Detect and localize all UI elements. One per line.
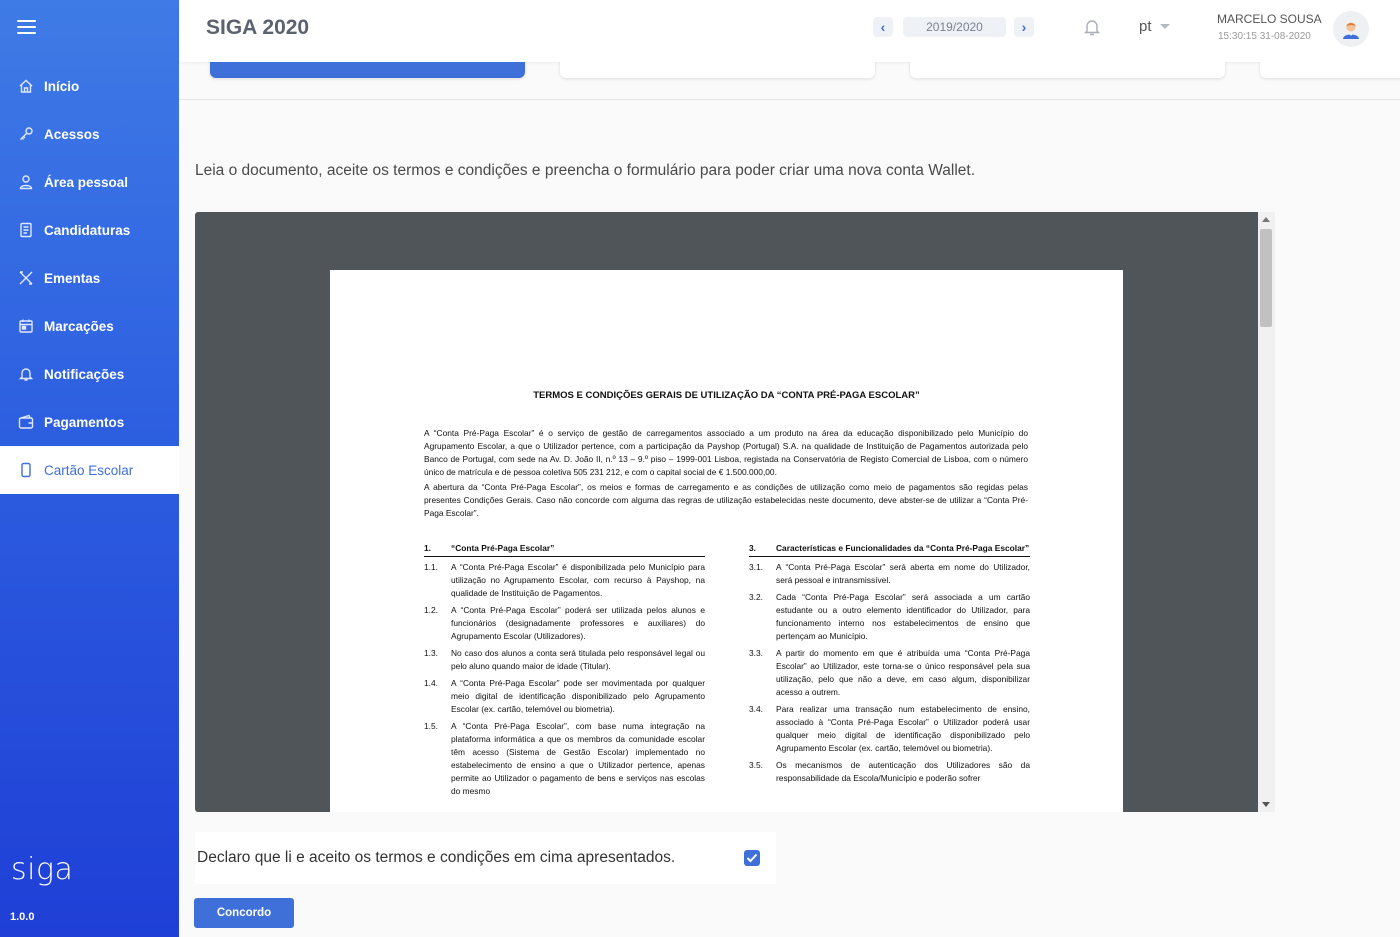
clause-number: 3.2. [749, 592, 763, 602]
calendar-icon [18, 318, 34, 334]
terms-agreement-box [195, 832, 776, 884]
clause [424, 677, 705, 716]
clause-text: Os mecanismos de autenticação dos Utilizadores são da responsabilidade da Escola/Município e poderão sofrer [776, 760, 1030, 783]
menu-icon[interactable] [17, 20, 36, 35]
terms-checkbox[interactable] [744, 850, 760, 866]
pdf-viewer[interactable] [195, 212, 1258, 812]
document-column-left [424, 542, 705, 802]
clause-number: 3.4. [749, 704, 763, 714]
sidebar-item-label: Cartão Escolar [44, 462, 134, 478]
previous-year-button[interactable] [873, 17, 893, 37]
sidebar-item-candidaturas[interactable] [0, 206, 179, 254]
sidebar-nav [0, 62, 179, 494]
section-title: “Conta Pré-Paga Escolar” [451, 543, 555, 553]
clause [424, 604, 705, 643]
clause-text: A “Conta Pré-Paga Escolar”, com base numa integração na plataforma informática a que os membros da comunidade escolar têm acesso (Sistema de Gestão Escolar) implementado no estabelecimento de ensino a que o Utilizador pertence, apenas permite ao Utilizador o pagamento de bens e serviços nas escolas do mesmo [451, 721, 705, 796]
avatar[interactable] [1333, 11, 1369, 47]
document-paragraph: A “Conta Pré-Paga Escolar” é o serviço de gestão de carregamentos associado a um produto na área da educação disponibilizado pelo Município do Agrupamento Escolar, a que o Utilizador pertence, com a participação da Payshop (Portugal) S.A. na qualidade de Instituição de Pagamentos autorizada pelo Banco de Portugal, com sede na Av. D. João II, n.º 13 – 9.º piso – 1999-001 Lisboa, registada na Conservatória de Registo Comercial de Lisboa, com o número único de matrícula e de pessoa coletiva 505 231 212, e com o capital social de € 1.500.000,00. [424, 428, 1028, 477]
clause-number: 1.5. [424, 721, 438, 731]
summary-card[interactable] [910, 62, 1225, 78]
chevron-left-icon: ‹ [880, 19, 886, 35]
language-select[interactable] [1139, 18, 1170, 35]
sidebar-item-label: Notificações [44, 366, 125, 382]
sidebar-item-area-pessoal[interactable] [0, 158, 179, 206]
clause-number: 3.1. [749, 562, 763, 572]
sidebar-item-ementas[interactable] [0, 254, 179, 302]
section-title: Características e Funcionalidades da “Conta Pré-Paga Escolar” [776, 543, 1030, 553]
brand-logo: siga [11, 852, 74, 887]
user-icon [18, 174, 34, 190]
clause-text: Para realizar uma transação num estabelecimento de ensino, associado à “Conta Pré-Paga Escolar” o Utilizador poderá usar qualquer meio digital de identificação disponibilizado pelo Agrupamento Escolar (ex. cartão, telemóvel ou biometria). [776, 704, 1030, 753]
sidebar-item-pagamentos[interactable] [0, 398, 179, 446]
pdf-page [330, 270, 1123, 812]
language-value: pt [1139, 18, 1152, 35]
home-icon [18, 78, 34, 94]
clause-number: 1.2. [424, 605, 438, 615]
notifications-bell-icon[interactable] [1082, 17, 1102, 37]
chevron-right-icon: › [1021, 19, 1027, 35]
clause-text: A “Conta Pré-Paga Escolar” poderá ser utilizada pelos alunos e funcionários (designadamente professores e auxiliares) do Agrupamento Escolar (Utilizadores). [451, 605, 705, 641]
user-timestamp: 15:30:15 31-08-2020 [1218, 31, 1311, 42]
section-number: 1. [424, 543, 431, 553]
sidebar-item-inicio[interactable] [0, 62, 179, 110]
clause-number: 3.3. [749, 648, 763, 658]
clause-text: A partir do momento em que é atribuída uma “Conta Pré-Paga Escolar” ao Utilizador, este torna-se o único responsável pela sua utilização, pelo que não a deve, em caso algum, disponibilizar acesso a outrem. [776, 648, 1030, 697]
pdf-scrollbar[interactable] [1258, 212, 1275, 812]
page-title: SIGA 2020 [206, 16, 310, 39]
summary-card-active[interactable] [210, 62, 525, 78]
summary-card[interactable] [1260, 62, 1400, 78]
section-number: 3. [749, 543, 756, 553]
sidebar-item-cartao-escolar[interactable] [0, 446, 179, 494]
sidebar-item-label: Pagamentos [44, 414, 125, 430]
user-name: MARCELO SOUSA [1217, 12, 1322, 26]
document-icon [18, 222, 34, 238]
summary-card[interactable] [560, 62, 875, 78]
key-icon [18, 126, 34, 142]
checkmark-icon [746, 853, 758, 863]
sidebar-item-label: Ementas [44, 270, 101, 286]
clause [424, 561, 705, 600]
top-cards-strip [179, 62, 1400, 100]
sidebar-item-label: Início [44, 78, 80, 94]
document-title: TERMOS E CONDIÇÕES GERAIS DE UTILIZAÇÃO DA “CONTA PRÉ-PAGA ESCOLAR” [533, 390, 920, 401]
section-heading [749, 542, 1030, 557]
clause [749, 561, 1030, 587]
clause [424, 720, 705, 798]
sidebar-item-label: Candidaturas [44, 222, 131, 238]
sidebar-item-label: Marcações [44, 318, 114, 334]
sidebar [0, 0, 179, 937]
clause-number: 1.1. [424, 562, 438, 572]
school-year-display: 2019/2020 [903, 17, 1006, 37]
clause-number: 3.5. [749, 760, 763, 770]
clause [749, 647, 1030, 699]
clause-number: 1.4. [424, 678, 438, 688]
sidebar-item-marcacoes[interactable] [0, 302, 179, 350]
next-year-button[interactable] [1014, 17, 1034, 37]
app-version: 1.0.0 [10, 911, 35, 923]
clause-number: 1.3. [424, 648, 438, 658]
sidebar-item-label: Acessos [44, 126, 100, 142]
clause-text: Cada “Conta Pré-Paga Escolar” será associada a um cartão estudante ou a outro elemento identificador do Utilizador, para funcionamento interno nos estabelecimentos de ensino que pertençam ao Município. [776, 592, 1030, 641]
bell-icon [18, 366, 34, 382]
card-icon [18, 462, 34, 478]
section-heading [424, 542, 705, 557]
terms-agreement-label: Declaro que li e aceito os termos e condições em cima apresentados. [197, 849, 676, 866]
scroll-up-icon[interactable] [1262, 217, 1270, 222]
caret-down-icon [1160, 24, 1170, 29]
agree-button[interactable]: Concordo [194, 898, 294, 928]
sidebar-item-acessos[interactable] [0, 110, 179, 158]
document-column-right [749, 542, 1030, 789]
clause [749, 703, 1030, 755]
document-paragraph: A abertura da “Conta Pré-Paga Escolar”, os meios e formas de carregamento e as condições de utilização como meio de pagamentos são regidas pelas presentes Condições Gerais. Caso não concorde com alguma das regras de utilização estabelecidas neste documento, deve abster-se de utilizar a “Conta Pré-Paga Escolar”. [424, 482, 1028, 518]
sidebar-item-notificacoes[interactable] [0, 350, 179, 398]
intro-text: Leia o documento, aceite os termos e condições e preencha o formulário para poder criar uma nova conta Wallet. [195, 162, 976, 179]
cutlery-icon [18, 270, 34, 286]
clause-text: No caso dos alunos a conta será titulada pelo responsável legal ou pelo aluno quando maior de idade (Titular). [451, 648, 705, 671]
clause [749, 591, 1030, 643]
avatar-person-icon [1340, 18, 1362, 40]
clause [749, 759, 1030, 785]
clause-text: A “Conta Pré-Paga Escolar” pode ser movimentada por qualquer meio digital de identificação disponibilizado pelo Agrupamento Escolar (ex. cartão, telemóvel ou biometria). [451, 678, 705, 714]
clause-text: A “Conta Pré-Paga Escolar” será aberta em nome do Utilizador, será pessoal e intransmissível. [776, 562, 1030, 585]
scrollbar-thumb[interactable] [1260, 229, 1272, 327]
clause-text: A “Conta Pré-Paga Escolar” é disponibilizada pelo Município para utilização no Agrupamento Escolar, com recurso à Payshop, na qualidade de Instituição de Pagamentos. [451, 562, 705, 598]
scroll-down-icon[interactable] [1262, 802, 1270, 807]
sidebar-item-label: Área pessoal [44, 174, 129, 190]
top-header [179, 0, 1400, 62]
wallet-icon [18, 414, 34, 430]
clause [424, 647, 705, 673]
